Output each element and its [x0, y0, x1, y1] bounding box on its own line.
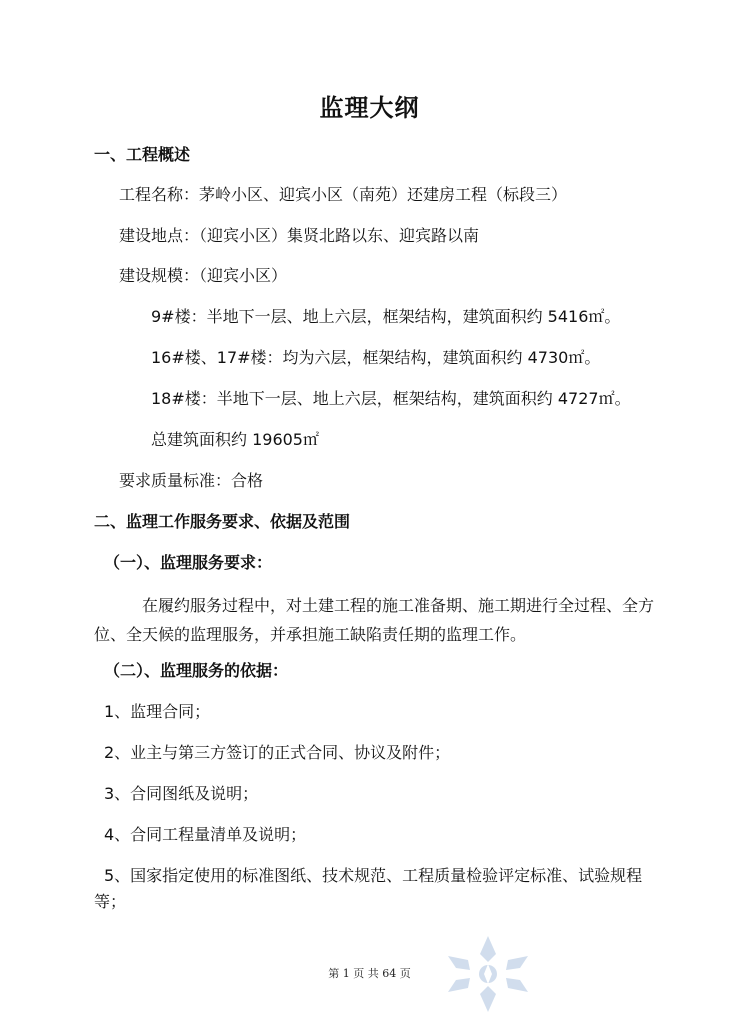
basis-item: 1、监理合同；: [104, 702, 211, 721]
location-line: 建设地点：（迎宾小区）集贤北路以东、迎宾路以南: [119, 226, 480, 245]
building-18-line: 18#楼：半地下一层、地上六层，框架结构，建筑面积约 4727㎡。: [151, 389, 631, 408]
section-heading-overview: 一、工程概述: [94, 145, 191, 164]
project-name-line: 工程名称：茅岭小区、迎宾小区（南苑）还建房工程（标段三）: [119, 185, 568, 204]
document-title: 监理大纲: [319, 94, 420, 122]
basis-item: 4、合同工程量清单及说明；: [104, 825, 307, 844]
building-9-line: 9#楼：半地下一层、地上六层，框架结构，建筑面积约 5416㎡。: [151, 307, 621, 326]
basis-item-continuation: 等；: [94, 892, 127, 911]
building-16-17-line: 16#楼、17#楼：均为六层，框架结构，建筑面积约 4730㎡。: [151, 348, 601, 367]
total-area-line: 总建筑面积约 19605㎡: [151, 430, 319, 449]
basis-item: 3、合同图纸及说明；: [104, 784, 259, 803]
quality-line: 要求质量标准：合格: [119, 471, 264, 490]
subsection-heading-service-requirements: （一）、监理服务要求：: [104, 553, 273, 572]
service-requirements-paragraph: 在履约服务过程中，对土建工程的施工准备期、施工期进行全过程、全方位、全天候的监理服务，并承担施工缺陷责任期的监理工作。: [94, 596, 655, 644]
page-number-footer: 第 1 页 共 64 页: [328, 967, 411, 980]
subsection-heading-basis: （二）、监理服务的依据：: [104, 661, 289, 680]
basis-item: 2、业主与第三方签订的正式合同、协议及附件；: [104, 743, 451, 762]
basis-item: 5、国家指定使用的标准图纸、技术规范、工程质量检验评定标准、试验规程: [104, 866, 643, 885]
scale-line: 建设规模：（迎宾小区）: [119, 266, 288, 285]
section-heading-requirements: 二、监理工作服务要求、依据及范围: [94, 512, 351, 531]
